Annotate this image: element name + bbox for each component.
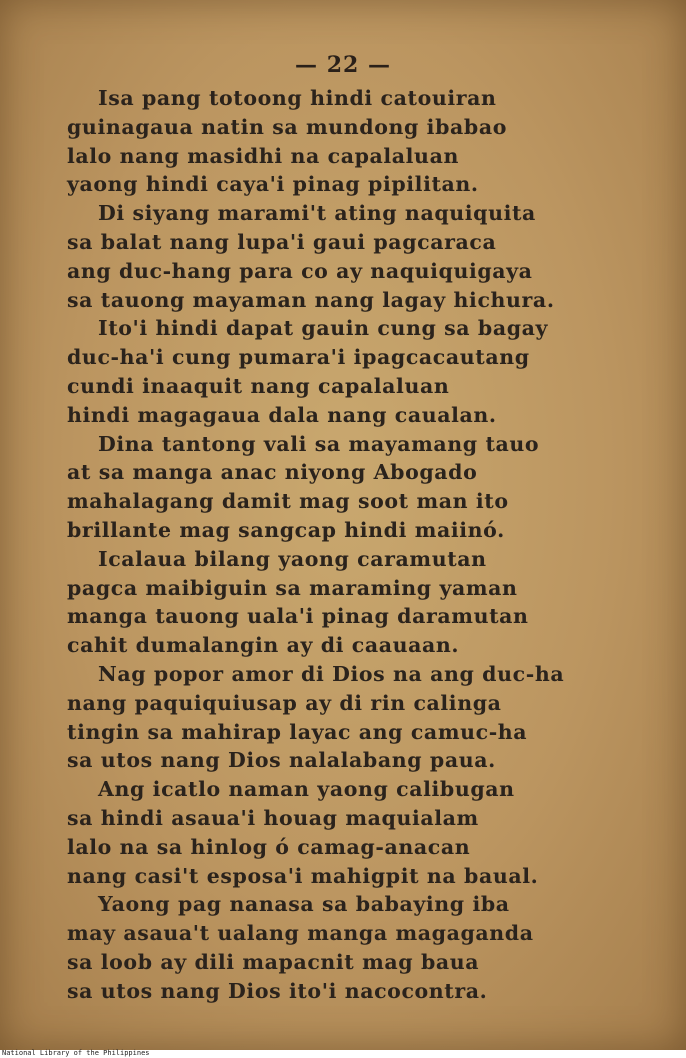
stanza xyxy=(0,775,686,890)
library-credit: National Library of the Philippines xyxy=(2,1049,150,1057)
stanza xyxy=(0,199,686,314)
verse-line: Nag popor amor di Dios na ang duc-ha xyxy=(98,661,565,686)
page-number: — 22 — xyxy=(295,52,391,78)
verse-line: Ito'i hindi dapat gauin cung sa bagay xyxy=(98,316,549,341)
verse-line: lalo nang masidhi na capalaluan xyxy=(67,143,459,168)
verse-line: hindi magagaua dala nang caualan. xyxy=(67,402,497,427)
verse-line: manga tauong uala'i pinag daramutan xyxy=(67,604,529,629)
verse-line: ang duc-hang para co ay naquiquigaya xyxy=(67,258,533,283)
stanza xyxy=(0,84,686,199)
stanza xyxy=(0,545,686,660)
stanza xyxy=(0,430,686,545)
verse-line: pagca maibiguin sa maraming yaman xyxy=(67,575,518,600)
verse-line: at sa manga anac niyong Abogado xyxy=(67,460,478,485)
verse-line: guinagaua natin sa mundong ibabao xyxy=(67,114,507,139)
verse-line: Yaong pag nanasa sa babaying iba xyxy=(98,892,510,917)
verse-line: nang paquiquiusap ay di rin calinga xyxy=(67,690,502,715)
verse-line: Isa pang totoong hindi catouiran xyxy=(98,86,497,110)
verse-line: sa utos nang Dios nalalabang paua. xyxy=(67,748,496,773)
stanza xyxy=(0,890,686,1005)
verse-line: nang casi't esposa'i mahigpit na baual. xyxy=(67,863,539,888)
verse-line: Icalaua bilang yaong caramutan xyxy=(98,546,487,571)
verse-line: cahit dumalangin ay di caauaan. xyxy=(67,633,460,658)
verse-line: sa utos nang Dios ito'i nacocontra. xyxy=(67,978,488,1003)
verse-line: cundi inaaquit nang capalaluan xyxy=(67,373,450,398)
verse-line: brillante mag sangcap hindi maiinó. xyxy=(67,517,505,542)
poem-body xyxy=(0,84,686,1006)
verse-line: sa tauong mayaman nang lagay hichura. xyxy=(67,287,555,312)
verse-line: yaong hindi caya'i pinag pipilitan. xyxy=(67,172,479,197)
verse-line: sa hindi asaua'i houag maquialam xyxy=(67,805,479,830)
verse-line: Di siyang marami't ating naquiquita xyxy=(98,201,536,226)
verse-line: Dina tantong vali sa mayamang tauo xyxy=(98,431,540,456)
stanza xyxy=(0,314,686,429)
verse-line: duc-ha'i cung pumara'i ipagcacautang xyxy=(67,345,530,370)
verse-line: sa balat nang lupa'i gaui pagcaraca xyxy=(67,229,497,254)
verse-line: Ang icatlo naman yaong calibugan xyxy=(98,777,515,802)
verse-line: may asaua't ualang manga magaganda xyxy=(67,921,534,946)
stanza xyxy=(0,660,686,775)
verse-line: mahalagang damit mag soot man ito xyxy=(67,489,509,514)
verse-line: lalo na sa hinlog ó camag-anacan xyxy=(67,834,471,859)
verse-line: sa loob ay dili mapacnit mag baua xyxy=(67,949,480,974)
verse-line: tingin sa mahirap layac ang camuc-ha xyxy=(67,719,528,744)
